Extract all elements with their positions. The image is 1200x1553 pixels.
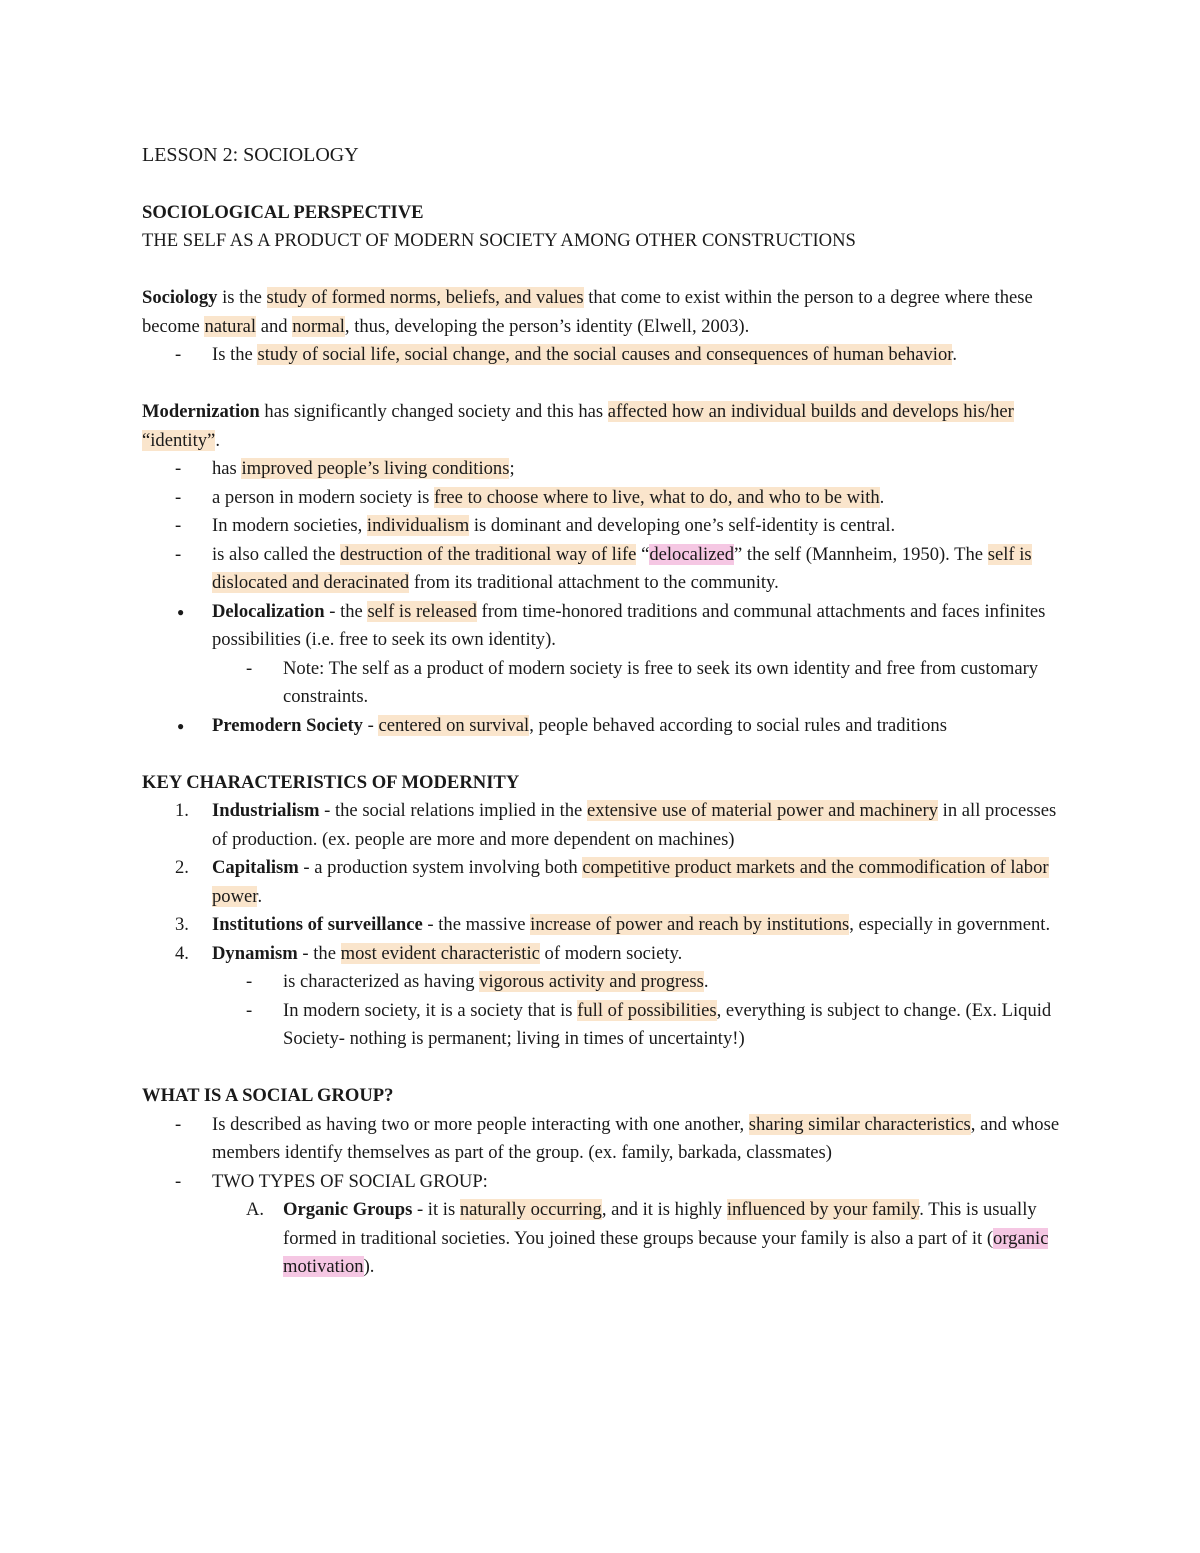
highlight: study of social life, social change, and the social causes and consequences of human behavior [257, 344, 953, 365]
highlight: affected how an individual builds and develops his/her “identity” [142, 401, 1014, 451]
numbered-item: 2. Capitalism - a production system involving both competitive product markets and the commodification of labor power. [175, 857, 1049, 907]
term-delocalization: Delocalization [212, 600, 325, 622]
numbered-item: 1. Industrialism - the social relations implied in the extensive use of material power and machinery in all processes of production. (ex. people are more and more dependent on machines) [175, 800, 1057, 850]
term-premodern-society: Premodern Society [212, 714, 363, 736]
highlight: influenced by your family [726, 1199, 920, 1220]
section-subheading: THE SELF AS A PRODUCT OF MODERN SOCIETY AMONG OTHER CONSTRUCTIONS [142, 230, 856, 251]
document-body [142, 141, 1062, 1282]
section-heading-key-characteristics: KEY CHARACTERISTICS OF MODERNITY [142, 771, 520, 793]
highlight: centered on survival [378, 714, 530, 736]
list-item: - Is the study of social life, social change, and the social causes and consequences of human behavior. [142, 341, 1062, 370]
modernization-list [142, 455, 1062, 740]
highlight: individualism [366, 515, 470, 536]
characteristics-list [142, 797, 1062, 1054]
highlight: extensive use of material power and machinery [586, 800, 939, 821]
highlight: sharing similar characteristics [748, 1113, 971, 1135]
lesson-title: LESSON 2: SOCIOLOGY [142, 144, 359, 166]
bullet-item: ● Premodern Society - centered on survival, people behaved according to social rules and traditions [142, 712, 1062, 741]
list-item: - has improved people’s living conditions; [142, 455, 1062, 484]
list-item: - is also called the destruction of the traditional way of life “delocalized” the self (Mannheim, 1950). The self is dislocated and deracinated from its traditional attachment to the community. [142, 541, 1062, 598]
term-sociology: Sociology [142, 287, 218, 308]
highlight: natural [204, 315, 257, 337]
modernization-definition: Modernization has significantly changed society and this has affected how an individual builds and develops his/her “identity”. [142, 401, 1014, 451]
highlight: naturally occurring [459, 1199, 602, 1220]
lettered-item: A. Organic Groups - it is naturally occurring, and it is highly influenced by your family. This is usually formed in traditional societies. You joined these groups because your family is also a part of it (organic motivation). [246, 1199, 1049, 1277]
section-heading-social-group: WHAT IS A SOCIAL GROUP? [142, 1085, 394, 1106]
highlight: self is released [367, 600, 477, 622]
list-item: - Is described as having two or more people interacting with one another, sharing similar characteristics, and whose members identify themselves as part of the group. (ex. family, barkada, classmates) [142, 1111, 1062, 1168]
list-item: - TWO TYPES OF SOCIAL GROUP: [142, 1168, 1062, 1197]
pink-highlight: organic motivation [283, 1227, 1049, 1277]
highlight: competitive product markets and the commodification of labor power [212, 857, 1049, 907]
highlight: improved people’s living conditions [241, 458, 510, 479]
highlight: free to choose where to live, what to do, and who to be with [434, 486, 880, 508]
highlight: normal [292, 315, 345, 337]
list-item: - In modern societies, individualism is dominant and developing one’s self-identity is central. [142, 512, 1062, 541]
highlight: increase of power and reach by institutions [530, 914, 850, 935]
sociology-list [142, 341, 1062, 370]
numbered-item: 3. Institutions of surveillance - the massive increase of power and reach by institutions, especially in government. [175, 914, 1051, 935]
list-item: - Note: The self as a product of modern society is free to seek its own identity and free from customary constraints. [142, 655, 1062, 712]
highlight: vigorous activity and progress [479, 971, 704, 992]
highlight: full of possibilities [577, 999, 717, 1021]
section-heading-sociological-perspective: SOCIOLOGICAL PERSPECTIVE [142, 201, 424, 223]
highlight: destruction of the traditional way of life [340, 543, 637, 565]
sociology-definition: Sociology is the study of formed norms, beliefs, and values that come to exist within the person to a degree where these become natural and normal, thus, developing the person’s identity (Elwell, 2003). [142, 287, 1033, 337]
highlight: most evident characteristic [340, 942, 540, 964]
numbered-item: 4. Dynamism - the most evident characteristic of modern society. [175, 942, 683, 964]
highlight: study of formed norms, beliefs, and values [266, 287, 584, 308]
list-item: - a person in modern society is free to choose where to live, what to do, and who to be with. [142, 484, 1062, 513]
term-organic-groups: Organic Groups [283, 1199, 413, 1220]
highlight: self is dislocated and deracinated [212, 543, 1032, 593]
bullet-item: ● Delocalization - the self is released from time-honored traditions and communal attachments and faces infinites possibilities (i.e. free to seek its own identity). [142, 598, 1062, 655]
pink-highlight: delocalized [649, 543, 734, 565]
social-group-list [142, 1111, 1062, 1282]
term-modernization: Modernization [142, 401, 260, 422]
list-item: - is characterized as having vigorous activity and progress. [142, 968, 1062, 997]
list-item: - In modern society, it is a society that is full of possibilities, everything is subject to change. (Ex. Liquid Society- nothing is permanent; living in times of uncertainty!) [142, 997, 1062, 1054]
